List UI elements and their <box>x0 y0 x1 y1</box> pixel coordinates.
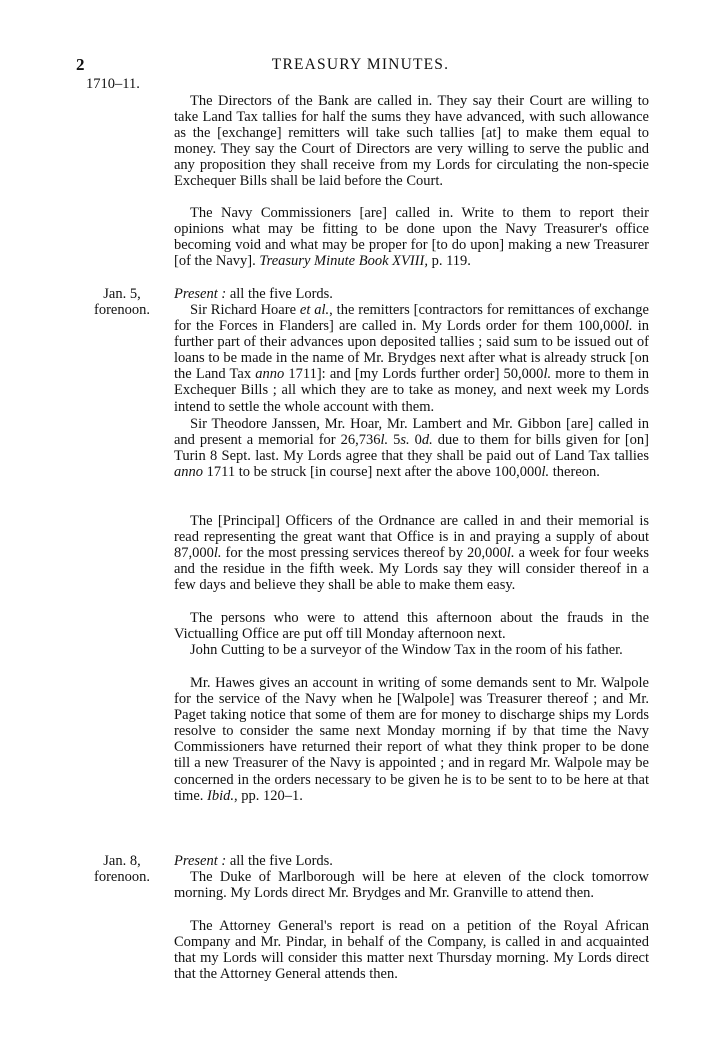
paragraph-janssen-memorial <box>174 416 649 480</box>
italic-run: l. <box>543 366 552 383</box>
italic-run: anno <box>174 464 203 481</box>
paragraph-victualling: The persons who were to attend this afternoon about the frauds in the Victualling Office are put off till Monday afternoon next. <box>174 610 649 643</box>
paragraph-hawes-account <box>174 675 649 804</box>
italic-run: anno <box>255 366 285 383</box>
text-run: 1711 to be struck [in course] next after the above 100,000 <box>203 464 542 481</box>
text-run: 5 <box>388 432 401 449</box>
italic-run: l. <box>506 545 515 562</box>
margin-time: forenoon. <box>94 302 150 319</box>
text-run: Mr. Hawes gives an account in writing of some demands sent to Mr. Walpole for the service of the Navy when he [Walpole] was Treasurer thereof ; and Mr. Paget taking notice that some of them are for money to discharge ships my Lords resolve to consider the same next Monday morning if by that time the Navy Commissioners have returned their report of what they think proper to be done till a new Treasurer of the Navy is appointed ; and in regard Mr. Walpole may be concerned in the orders necessary to be given he is to be sent to to be here at that time. <box>174 675 649 804</box>
present-text: all the five Lords. <box>229 286 333 302</box>
italic-run: l. <box>541 464 550 481</box>
paragraph-present-jan8 <box>174 853 649 869</box>
text-run: for the most pressing services thereof by 20,000 <box>221 545 507 562</box>
text-run: Sir Theodore Janssen, Mr. Hoar, Mr. Lambert and Mr. Gibbon [are] called in and present a memorial for 26,736 <box>174 416 649 449</box>
text-run: The [Principal] Officers of the Ordnance are called in and their memorial is read representing the great want that Office is in and praying a supply of about 87,000 <box>174 513 649 562</box>
paragraph-present-jan5 <box>174 286 649 302</box>
italic-run: et al. <box>299 302 330 318</box>
year-note: 1710–11. <box>86 76 140 92</box>
text-run: in further part of their advances upon deposited tallies ; said sum to be issued out of loans to be made in the name of Mr. Brydges next after what is already struck [on the Land Tax <box>174 318 649 383</box>
paragraph-navy-commissioners <box>174 205 649 269</box>
paragraph-bank-directors: The Directors of the Bank are called in. They say their Court are willing to take Land Tax tallies for half the sums they have advanced, with such allowance as the [exchange] remitters will take such tallies [at] to make them equal to money. They say the Court of Directors are very willing to serve the public and any proposition they shall receive from my Lords for circulating the non-specie Exchequer Bills shall be laid before the Court. <box>174 93 649 190</box>
page-number: 2 <box>76 55 85 74</box>
margin-date-jan5 <box>82 286 162 319</box>
paragraph-attorney-general: The Attorney General's report is read on a petition of the Royal African Company and Mr. Pindar, in behalf of the Company, is called in and acquainted that my Lords will consider this matter next Thursday morning. My Lords direct that the Attorney General attends then. <box>174 918 649 983</box>
paragraph-ordnance <box>174 513 649 593</box>
text-run: more to them in Exchequer Bills ; all which they are to take as money, and next week my Lords intend to settle the whole account with them. <box>174 366 650 415</box>
italic-run: s. <box>400 432 410 449</box>
text-run: a week for four weeks and the residue in the fifth week. My Lords say they will consider thereof in a few days and believe they shall be able to make them easy. <box>174 545 649 594</box>
paragraph-remitters <box>174 302 649 415</box>
text-run: thereon. <box>549 464 600 481</box>
paragraph-window-tax: John Cutting to be a surveyor of the Window Tax in the room of his father. <box>190 642 623 658</box>
paragraph-text: The Navy Commissioners [are] called in. Write to them to report their opinions what may be fitting to be done upon the Navy Treasurer's office becoming void and what may be proper for [to do upon] making a new Treasurer [of the Navy]. <box>174 205 649 270</box>
source-page: p. 119. <box>431 253 471 270</box>
source-page: , pp. 120–1. <box>234 787 303 804</box>
text-run: 1711]: and [my Lords further order] 50,000 <box>284 366 544 383</box>
paragraph-marlborough: The Duke of Marlborough will be here at eleven of the clock tomorrow morning. My Lords direct Mr. Brydges and Mr. Granville to attend then. <box>174 869 649 902</box>
text-run: 0 <box>409 432 422 449</box>
margin-time: forenoon. <box>94 869 150 886</box>
italic-run: d. <box>421 432 433 449</box>
italic-run: l. <box>213 545 222 562</box>
text-run: Sir Richard Hoare <box>190 302 297 318</box>
source-reference: Ibid. <box>207 787 235 804</box>
margin-date-jan8 <box>82 853 162 886</box>
margin-date: Jan. 8, <box>103 853 141 869</box>
text-run: , the remitters [contractors for remittances of exchange for the Forces in Flanders] are called in. My Lords order for them 100,000 <box>174 302 649 335</box>
text-run: due to them for bills given for [on] Turin 8 Sept. last. My Lords agree that they shall be paid out of Land Tax tallies <box>174 432 650 465</box>
present-label: Present : <box>174 286 227 302</box>
margin-date: Jan. 5, <box>103 286 141 302</box>
present-label: Present : <box>174 853 227 869</box>
running-title: TREASURY MINUTES. <box>271 56 450 73</box>
italic-run: l. <box>380 432 389 449</box>
italic-run: l. <box>624 318 633 335</box>
present-text: all the five Lords. <box>229 853 333 869</box>
source-reference: Treasury Minute Book XVIII, <box>259 253 428 270</box>
